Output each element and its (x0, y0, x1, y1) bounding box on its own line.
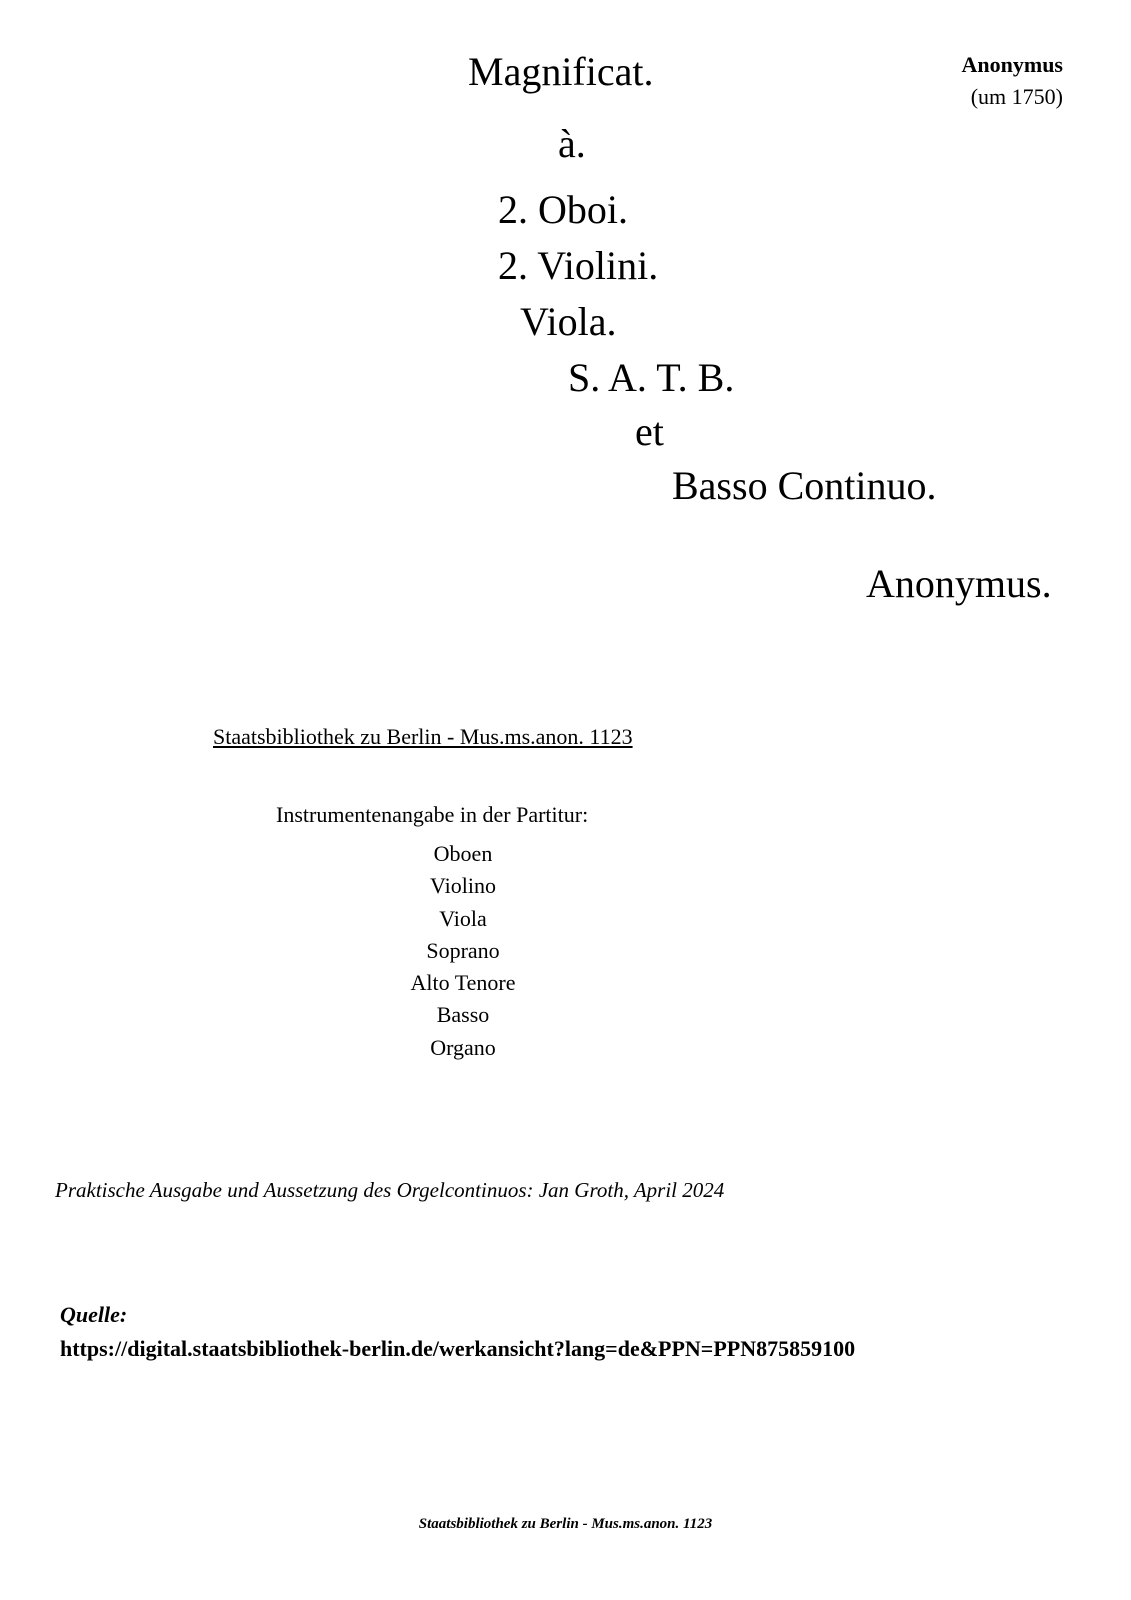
instrument-item: Basso (436, 1002, 490, 1028)
instrument-item: Viola (439, 905, 487, 931)
shelfmark: Staatsbibliothek zu Berlin - Mus.ms.anon. 1123 (213, 724, 633, 749)
instrument-item: Organo (430, 1034, 496, 1060)
instrument-item: Violino (430, 873, 496, 899)
instrument-item: Soprano (426, 937, 500, 963)
title-et: et (635, 409, 664, 454)
instrumentation-list (363, 838, 563, 1064)
title-viola: Viola. (520, 299, 617, 344)
title-oboi: 2. Oboi. (498, 187, 628, 232)
page-footer: Staatsbibliothek zu Berlin - Mus.ms.anon. 1123 (418, 1516, 713, 1532)
title-composer: Anonymus. (866, 561, 1052, 606)
source-url-link[interactable]: https://digital.staatsbibliothek-berlin.de/werkansicht?lang=de&PPN=PPN875859100 (60, 1336, 856, 1361)
instrument-item: Alto Tenore (410, 970, 516, 996)
instrumentation-heading: Instrumentenangabe in der Partitur: (276, 802, 589, 827)
instrument-item: Oboen (433, 841, 493, 866)
title-satb: S. A. T. B. (568, 355, 735, 400)
edition-credit: Praktische Ausgabe und Aussetzung des Orgelcontinuos: Jan Groth, April 2024 (55, 1178, 725, 1202)
composer-name: Anonymus (961, 52, 1063, 77)
composition-date: (um 1750) (970, 84, 1063, 109)
title-magnificat: Magnificat. (468, 49, 654, 94)
title-violini: 2. Violini. (498, 243, 659, 288)
title-basso-continuo: Basso Continuo. (672, 463, 937, 508)
title-a: à. (558, 121, 586, 166)
source-label: Quelle: (60, 1302, 128, 1327)
